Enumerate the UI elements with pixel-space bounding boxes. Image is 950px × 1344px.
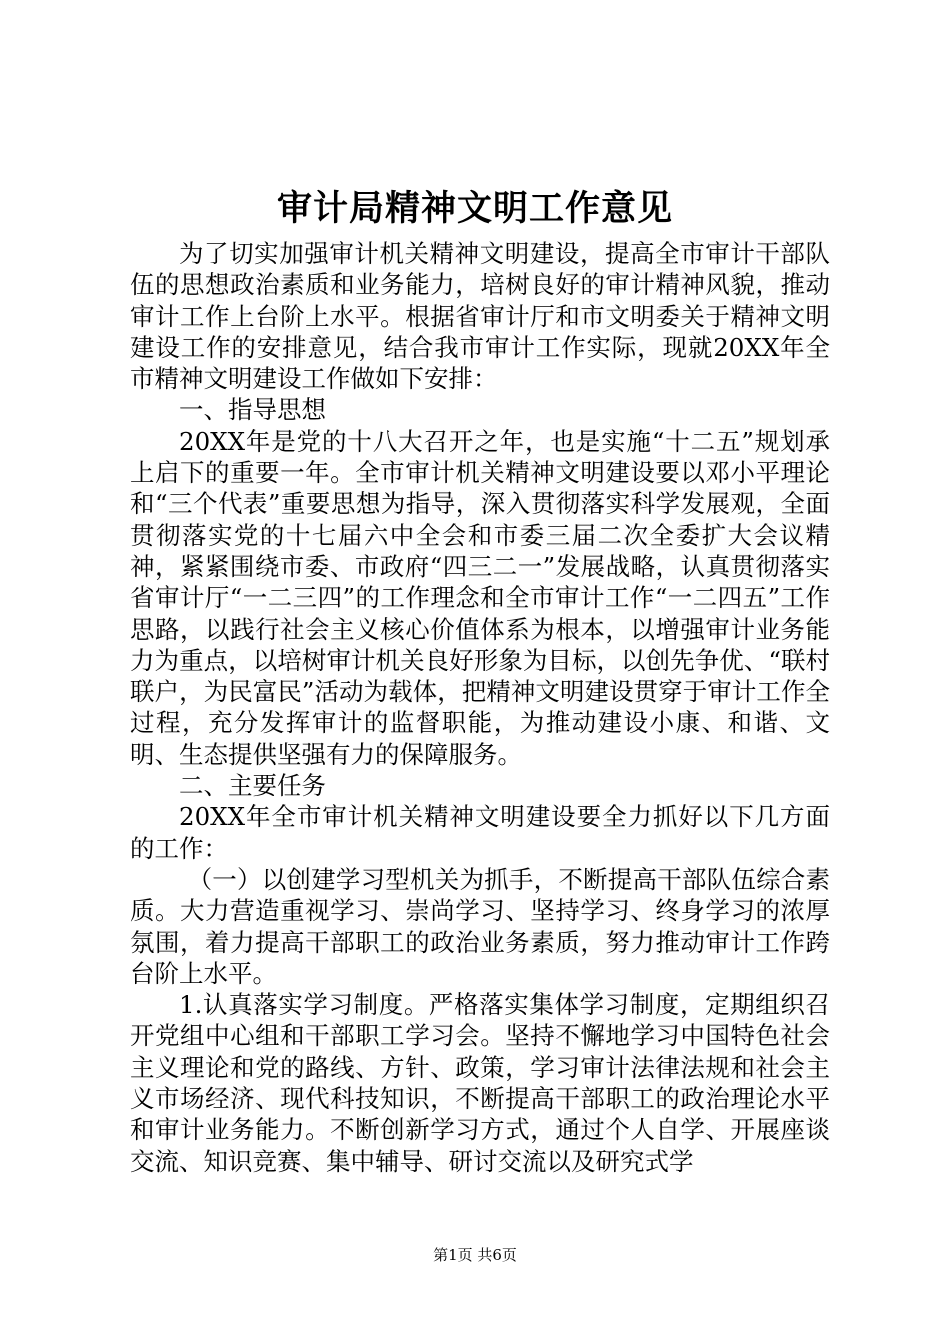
guiding-ideology-paragraph: 20XX年是党的十八大召开之年，也是实施“十二五”规划承上启下的重要一年。全市审计机关精神文明建设要以邓小平理论和“三个代表”重要思想为指导，深入贯彻落实科学发展观，全面贯彻落实党的十七届六中全会和市委三届二次全委扩大会议精神，紧紧围绕市委、市政府“四三二一”发展战略，认真贯彻落实省审计厅“一二三四”的工作理念和全市审计工作“一二四五”工作思路，以践行社会主义核心价值体系为根本，以增强审计业务能力为重点，以培树审计机关良好形象为目标，以创先争优、“联村联户，为民富民”活动为载体，把精神文明建设贯穿于审计工作全过程，充分发挥审计的监督职能，为推动建设小康、和谐、文明、生态提供坚强有力的保障服务。 xyxy=(130,426,830,769)
page-footer: 第1页 共6页 xyxy=(433,1246,517,1264)
main-tasks-paragraph: 20XX年全市审计机关精神文明建设要全力抓好以下几方面的工作： xyxy=(130,802,830,863)
item-one-paragraph: 1.认真落实学习制度。严格落实集体学习制度，定期组织召开党组中心组和干部职工学习会。坚持不懈地学习中国特色社会主义理论和党的路线、方针、政策，学习审计法律法规和社会主义市场经济、现代科技知识，不断提高干部职工的政治理论水平和审计业务能力。不断创新学习方式，通过个人自学、开展座谈交流、知识竞赛、集中辅导、研讨交流以及研究式学 xyxy=(130,990,830,1176)
section-heading-main-tasks: 二、主要任务 xyxy=(179,771,326,801)
document-body xyxy=(130,238,830,1177)
intro-paragraph: 为了切实加强审计机关精神文明建设，提高全市审计干部队伍的思想政治素质和业务能力，培树良好的审计精神风貌，推动审计工作上台阶上水平。根据省审计厅和市文明委关于精神文明建设工作的安排意见，结合我市审计工作实际，现就20XX年全市精神文明建设工作做如下安排： xyxy=(130,239,830,394)
task-one-paragraph: （一）以创建学习型机关为抓手，不断提高干部队伍综合素质。大力营造重视学习、崇尚学习、坚持学习、终身学习的浓厚氛围，着力提高干部职工的政治业务素质，努力推动审计工作跨台阶上水平。 xyxy=(130,864,830,988)
section-heading-guiding-ideology: 一、指导思想 xyxy=(179,395,326,425)
document-title: 审计局精神文明工作意见 xyxy=(276,188,673,229)
